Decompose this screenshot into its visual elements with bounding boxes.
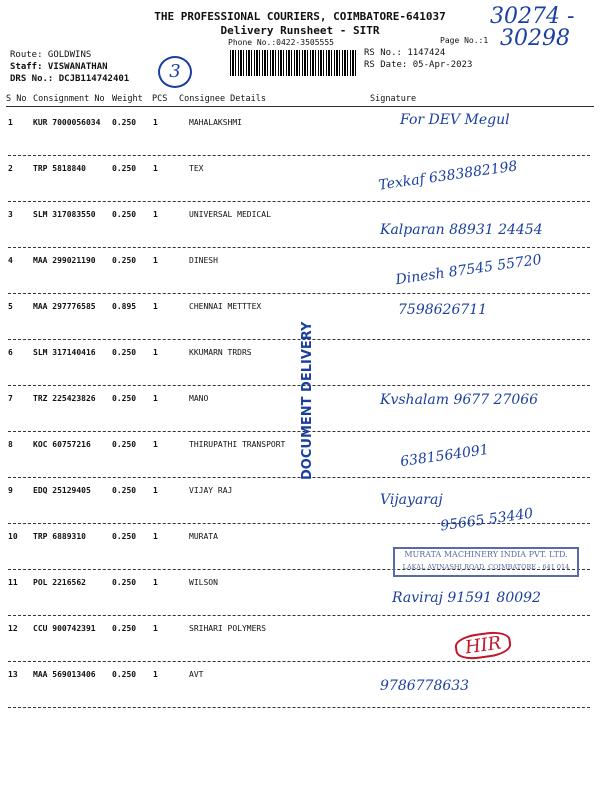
row-sno: 8: [8, 440, 13, 449]
row-consignee: VIJAY RAJ: [189, 486, 233, 495]
row-signature: Raviraj 91591 80092: [392, 590, 541, 606]
row-sno: 9: [8, 486, 13, 495]
col-signature: Signature: [370, 94, 417, 104]
row-consignment-no: CCU 900742391: [33, 624, 96, 633]
row-weight: 0.250: [112, 578, 137, 587]
row-sno: 13: [8, 670, 18, 679]
table-row: [0, 110, 600, 156]
row-pcs: 1: [153, 486, 158, 495]
col-weight: Weight: [112, 94, 143, 104]
row-consignee: AVT: [189, 670, 204, 679]
row-consignment-no: MAA 297776585: [33, 302, 96, 311]
row-consignment-no: POL 2216562: [33, 578, 86, 587]
row-pcs: 1: [153, 348, 158, 357]
col-pcs: PCS: [152, 94, 168, 104]
row-consignment-no: TRP 6889310: [33, 532, 86, 541]
col-sno: S No: [6, 94, 27, 104]
row-signature: 95665 53440: [439, 505, 535, 535]
row-consignment-no: MAA 299021190: [33, 256, 96, 265]
row-sno: 10: [8, 532, 18, 541]
runsheet-title: Delivery Runsheet - SITR: [220, 24, 380, 37]
table-row: [0, 662, 600, 708]
row-pcs: 1: [153, 670, 158, 679]
row-consignment-no: MAA 569013406: [33, 670, 96, 679]
row-signature: 6381564091: [399, 441, 490, 471]
row-signature: Kalparan 88931 24454: [380, 222, 543, 238]
row-signature: 7598626711: [398, 302, 488, 318]
row-consignee: MANO: [189, 394, 209, 403]
murata-stamp-line2: LAKAL AVINASHI ROAD, COIMBATORE - 641 014: [402, 563, 570, 571]
row-divider: [8, 707, 590, 708]
row-consignee: WILSON: [189, 578, 218, 587]
row-consignee: THIRUPATHI TRANSPORT: [189, 440, 286, 449]
hir-mark: HIR: [454, 629, 513, 662]
row-pcs: 1: [153, 302, 158, 311]
row-sno: 6: [8, 348, 13, 357]
row-pcs: 1: [153, 394, 158, 403]
handwritten-number-1: 30274 -: [490, 4, 575, 29]
row-consignment-no: TRP 5818840: [33, 164, 86, 173]
row-sno: 2: [8, 164, 13, 173]
row-consignment-no: SLM 317140416: [33, 348, 96, 357]
row-pcs: 1: [153, 578, 158, 587]
row-weight: 0.250: [112, 164, 137, 173]
row-signature: Vijayaraj: [380, 492, 443, 508]
drs-number: DRS No.: DCJB114742401: [10, 74, 130, 84]
row-pcs: 1: [153, 532, 158, 541]
row-pcs: 1: [153, 624, 158, 633]
circled-number: 3: [158, 56, 192, 88]
row-consignee: SRIHARI POLYMERS: [189, 624, 267, 633]
row-weight: 0.250: [112, 486, 137, 495]
route: Route: GOLDWINS: [10, 50, 92, 60]
col-consignee: Consignee Details: [179, 94, 266, 104]
murata-stamp-line1: MURATA MACHINERY INDIA PVT. LTD.: [404, 550, 568, 559]
row-sno: 5: [8, 302, 13, 311]
row-weight: 0.250: [112, 348, 137, 357]
row-weight: 0.250: [112, 118, 137, 127]
row-weight: 0.895: [112, 302, 137, 311]
row-pcs: 1: [153, 118, 158, 127]
row-signature: Kvshalam 9677 27066: [380, 392, 539, 408]
row-weight: 0.250: [112, 532, 137, 541]
header-divider: [6, 106, 594, 107]
handwritten-number-2: 30298: [500, 26, 570, 51]
rs-number: RS No.: 1147424: [364, 48, 446, 58]
row-signature: 9786778633: [380, 678, 470, 694]
murata-stamp: [393, 547, 579, 577]
row-sno: 7: [8, 394, 13, 403]
row-weight: 0.250: [112, 670, 137, 679]
row-sno: 11: [8, 578, 18, 587]
company-title: THE PROFESSIONAL COURIERS, COIMBATORE-641037: [154, 10, 446, 23]
row-consignee: UNIVERSAL MEDICAL: [189, 210, 271, 219]
rs-date: RS Date: 05-Apr-2023: [364, 60, 473, 70]
row-signature: Texkaf 6383882198: [377, 158, 519, 194]
row-consignee: MURATA: [189, 532, 218, 541]
row-pcs: 1: [153, 256, 158, 265]
row-consignee: TEX: [189, 164, 204, 173]
row-pcs: 1: [153, 164, 158, 173]
row-weight: 0.250: [112, 624, 137, 633]
phone-number: Phone No.:0422-3505555: [228, 38, 334, 47]
row-pcs: 1: [153, 440, 158, 449]
row-signature: For DEV Megul: [400, 112, 510, 128]
row-weight: 0.250: [112, 256, 137, 265]
row-signature: Dinesh 87545 55720: [394, 251, 543, 289]
row-consignment-no: TRZ 225423826: [33, 394, 96, 403]
row-consignee: KKUMARN TRDRS: [189, 348, 252, 357]
row-sno: 4: [8, 256, 13, 265]
staff: Staff: VISWANATHAN: [10, 62, 108, 72]
row-consignment-no: KOC 60757216: [33, 440, 91, 449]
col-consignment: Consignment No: [33, 94, 105, 104]
row-sno: 1: [8, 118, 13, 127]
row-consignee: MAHALAKSHMI: [189, 118, 242, 127]
row-weight: 0.250: [112, 440, 137, 449]
row-sno: 3: [8, 210, 13, 219]
row-sno: 12: [8, 624, 18, 633]
row-consignment-no: KUR 7000056034: [33, 118, 101, 127]
row-consignee: CHENNAI METTTEX: [189, 302, 262, 311]
row-consignment-no: EDQ 25129405: [33, 486, 91, 495]
row-weight: 0.250: [112, 210, 137, 219]
row-consignee: DINESH: [189, 256, 218, 265]
row-pcs: 1: [153, 210, 158, 219]
document-delivery-stamp: DOCUMENT DELIVERY: [300, 321, 315, 480]
row-consignment-no: SLM 317083550: [33, 210, 96, 219]
page-number: Page No.:1: [440, 36, 489, 45]
barcode: [230, 50, 358, 76]
row-weight: 0.250: [112, 394, 137, 403]
